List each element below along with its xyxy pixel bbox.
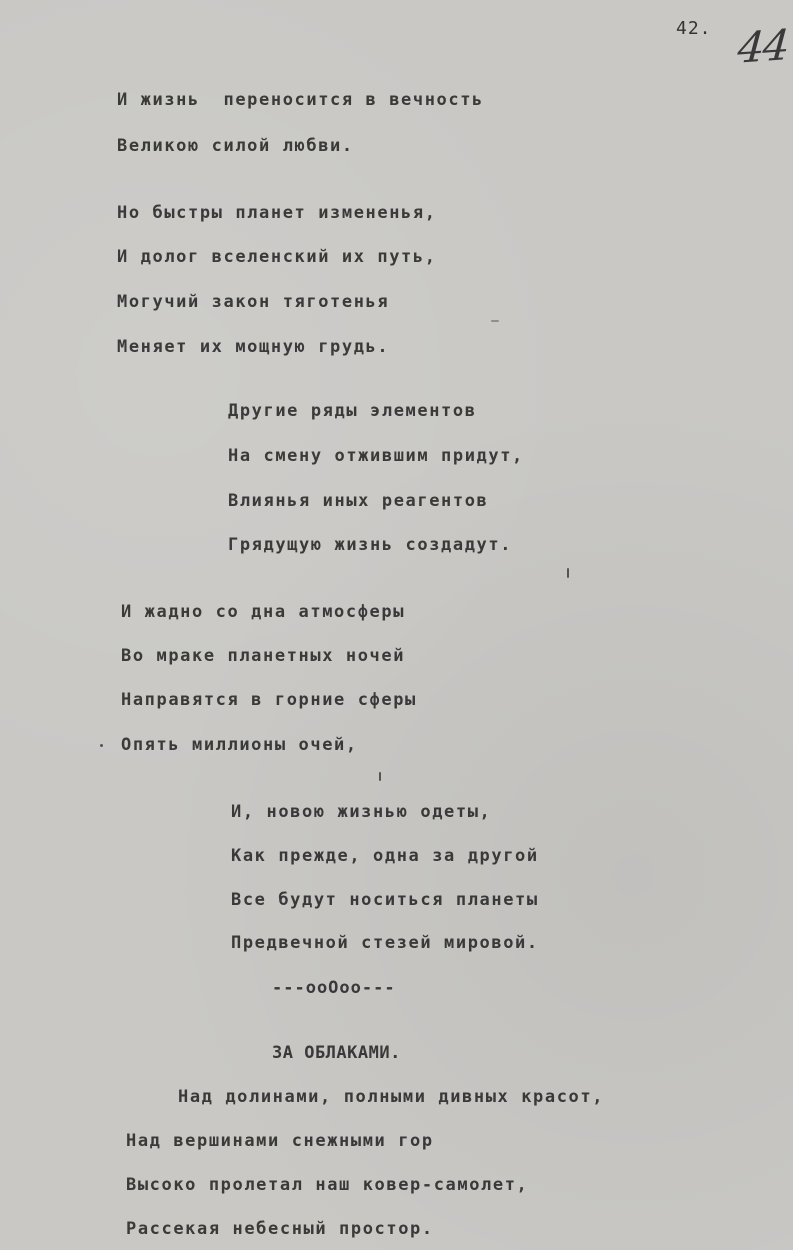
poem-line: И жизнь переносится в вечность	[117, 90, 484, 110]
poem-line: Грядущую жизнь создадут.	[228, 535, 513, 555]
poem-line: И, новою жизнью одеты,	[231, 802, 492, 822]
poem-line: И жадно со дна атмосферы	[121, 602, 406, 622]
poem-line: Во мраке планетных ночей	[121, 646, 406, 666]
poem-line: Великою силой любви.	[117, 136, 354, 156]
poem-line: Меняет их мощную грудь.	[117, 337, 390, 357]
archive-number: 44	[736, 20, 790, 73]
poem-line: Высоко пролетал наш ковер-самолет,	[126, 1175, 529, 1195]
poem-line: Над долинами, полными дивных красот,	[178, 1087, 605, 1107]
poem-line: Как прежде, одна за другой	[231, 846, 539, 866]
separator: ---ooOoo---	[272, 978, 396, 998]
poem-line: Рассекая небесный простор.	[126, 1219, 434, 1239]
poem-line: Но быстры планет измененья,	[117, 203, 437, 223]
paper-speck	[491, 320, 499, 322]
poem-line: Могучий закон тяготенья	[117, 292, 390, 312]
paper-speck	[379, 772, 381, 781]
poem-line: Другие ряды элементов	[228, 401, 477, 421]
poem-line: Влиянья иных реагентов	[228, 491, 489, 511]
poem-line: И долог вселенский их путь,	[117, 247, 437, 267]
paper-speck	[567, 568, 569, 578]
poem-line: Все будут носиться планеты	[231, 890, 539, 910]
poem-line: Предвечной стезей мировой.	[231, 933, 539, 953]
poem-line: Опять миллионы очей,	[121, 735, 358, 755]
paper-speck	[100, 744, 103, 747]
poem-title: ЗА ОБЛАКАМИ.	[272, 1043, 401, 1063]
poem-line: Над вершинами снежными гор	[126, 1131, 434, 1151]
page-number: 42.	[676, 18, 712, 39]
poem-line: На смену отжившим придут,	[228, 446, 524, 466]
poem-line: Направятся в горние сферы	[121, 690, 417, 710]
